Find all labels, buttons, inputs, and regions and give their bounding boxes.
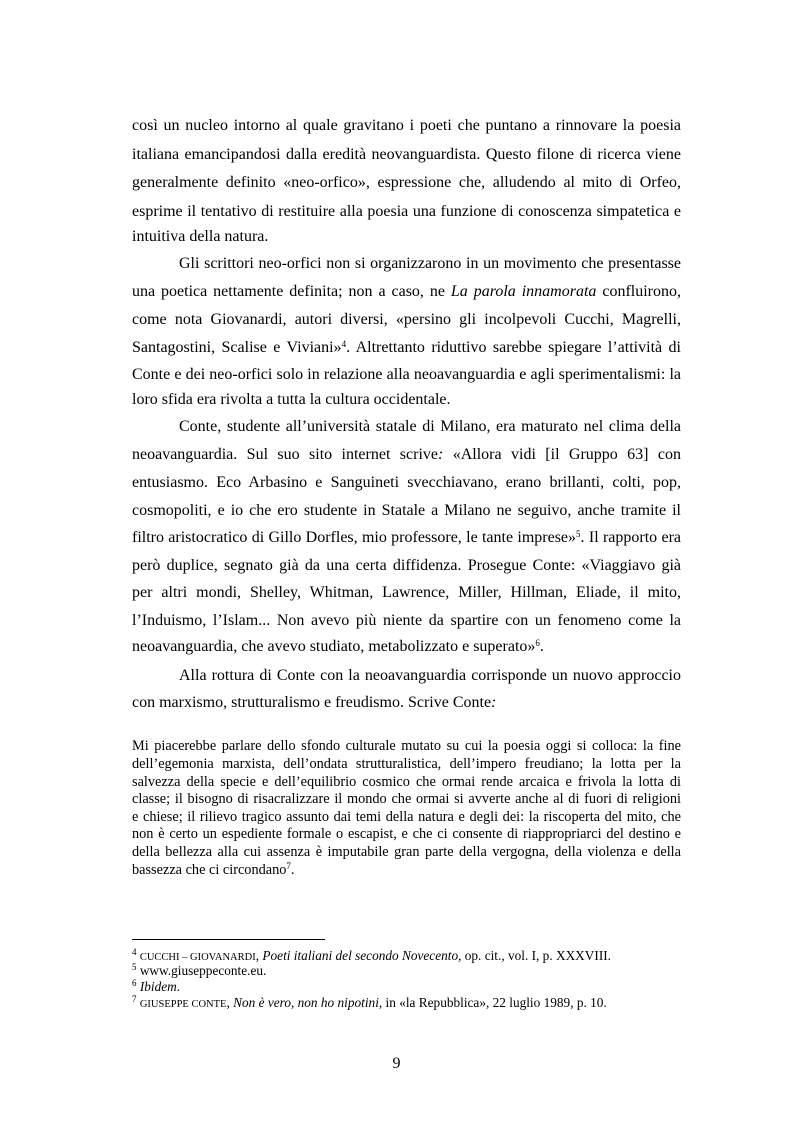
footnote-ref[interactable]: 6 [535, 638, 540, 648]
page-number: 9 [392, 1055, 401, 1072]
body-line: loro sfida era rivolta a tutta la cultura occidentale. [132, 391, 451, 408]
footnote-number: 6 [132, 978, 137, 988]
text-run: Santagostini, Scalise e Viviani» [132, 339, 342, 356]
footnote-authors: CUCCHI – GIOVANARDI [139, 952, 256, 963]
body-line: entusiasmo. Eco Arbasino e Sanguineti svecchiavano, erano brillanti, colti, pop, [132, 474, 681, 491]
body-line: cosmopoliti, e io che ero studente in Statale a Milano ne seguivo, anche tramite il [132, 502, 681, 519]
quote-line: non è certo un espediente formale o escapist, e che ci consente di riappropriarci del destino e [132, 826, 681, 842]
body-line: Alla rottura di Conte con la neoavanguardia corrisponde un nuovo approccio [179, 667, 681, 684]
body-line: per altri mondi, Shelley, Whitman, Lawrence, Miller, Hillman, Eliade, il mito, [132, 584, 681, 601]
text-run: , [255, 948, 263, 963]
text-run: bassezza che ci circondano [132, 862, 287, 878]
body-line: italiana emancipandosi dalla eredità neovanguardista. Questo filone di ricerca viene [132, 146, 681, 163]
text-run: , in «la Repubblica», 22 luglio 1989, p. 10. [378, 995, 607, 1010]
quote-line: e chiese; il rilievo tragico assunto dai temi della natura e degli dei: la riscoperta del mito, che [132, 809, 681, 825]
quote-line: Mi piacerebbe parlare dello sfondo culturale mutato su cui la poesia oggi si colloca: la fine [132, 738, 681, 754]
colon: : [491, 694, 497, 711]
body-line: Conte e dei neo-orfici solo in relazione alla neoavanguardia e agli sperimentalismi: la [132, 366, 681, 383]
text-run: una poetica nettamente definita; non a caso, ne [132, 283, 445, 300]
body-line: come nota Giovanardi, autori diversi, «persino gli incolpevoli Cucchi, Magrelli, [132, 311, 681, 328]
quote-line: classe; il bisogno di risacralizzare il mondo che ormai si avverte anche al di fuori di religioni [132, 791, 681, 807]
body-line: così un nucleo intorno al quale gravitano i poeti che puntano a rinnovare la poesia [132, 117, 681, 134]
text-run: . [290, 862, 295, 878]
text-run: neoavanguardia, che avevo studiato, metabolizzato e superato» [132, 638, 536, 655]
footnote-7 [132, 995, 607, 1013]
text-run: , [226, 995, 234, 1010]
footnote-5 [132, 963, 266, 979]
footnote-text: Ibidem [139, 979, 177, 994]
body-line: l’Induismo, l’Islam... Non avevo più niente da spartire con un fenomeno come la [132, 612, 681, 629]
text-run: filtro aristocratico di Gillo Dorfles, mio professore, le tante imprese» [132, 529, 577, 546]
text-run: . Il rapporto era [580, 529, 682, 546]
quote-line: della bellezza alla cui assenza è imputabile gran parte della vergogna, della violenza e della [132, 844, 681, 860]
article-title: Non è vero, non ho nipotini [233, 995, 379, 1010]
footnote-ref[interactable]: 5 [576, 529, 581, 539]
body-line: Gli scrittori neo-orfici non si organizzarono in un movimento che presentasse [179, 255, 681, 272]
footnote-separator [132, 939, 325, 940]
body-line [132, 637, 681, 657]
book-title: La parola innamorata [450, 283, 597, 300]
text-run: , op. cit., vol. I, p. XXXVIII. [458, 948, 611, 963]
text-run: confluirono, [602, 283, 681, 300]
text-run: «Allora vidi [il Gruppo 63] con [443, 446, 682, 463]
footnote-authors: GIUSEPPE CONTE [139, 999, 227, 1010]
text-run: con marxismo, strutturalismo e freudismo. Scrive Conte [132, 694, 492, 711]
quote-line: salvezza della specie e dell’equilibrio cosmico che ormai rende arcaica e frivola la lotta di [132, 774, 681, 790]
footnote-number: 4 [132, 947, 137, 957]
body-line [132, 445, 681, 465]
footnote-6 [132, 979, 180, 995]
footnote-number: 5 [132, 962, 137, 972]
footnote-ref[interactable]: 4 [341, 339, 347, 349]
body-line: Conte, studente all’università statale di Milano, era maturato nel clima della [179, 418, 681, 435]
body-line: generalmente definito «neo-orfico», espressione che, alludendo al mito di Orfeo, [132, 174, 681, 191]
body-line: esprime il tentativo di restituire alla poesia una funzione di conoscenza simpatetica e [132, 203, 681, 220]
body-line [132, 693, 681, 713]
body-line [132, 528, 681, 548]
text-run: neoavanguardia. Sul suo sito internet scrive [132, 446, 439, 463]
footnote-number: 7 [132, 994, 137, 1004]
footnote-ref[interactable]: 7 [286, 861, 291, 871]
footnote-link[interactable]: www.giuseppeconte.eu. [139, 963, 267, 978]
text-run: . Altrettanto riduttivo sarebbe spiegare l’attività di [346, 339, 681, 356]
body-line [132, 338, 681, 358]
body-line: intuitiva della natura. [132, 228, 269, 245]
colon: : [438, 446, 444, 463]
body-line [132, 282, 681, 302]
text-run: . [176, 979, 181, 994]
book-title: Poeti italiani del secondo Novecento [262, 948, 459, 963]
quote-line: dell’egemonia marxista, dell’ondata strutturalistica, dell’impero freudiano; la lotta per la [132, 756, 681, 772]
text-run: . [539, 638, 544, 655]
quote-line [132, 861, 681, 879]
body-line: però duplice, segnato già da una certa diffidenza. Prosegue Conte: «Viaggiavo già [132, 557, 681, 574]
